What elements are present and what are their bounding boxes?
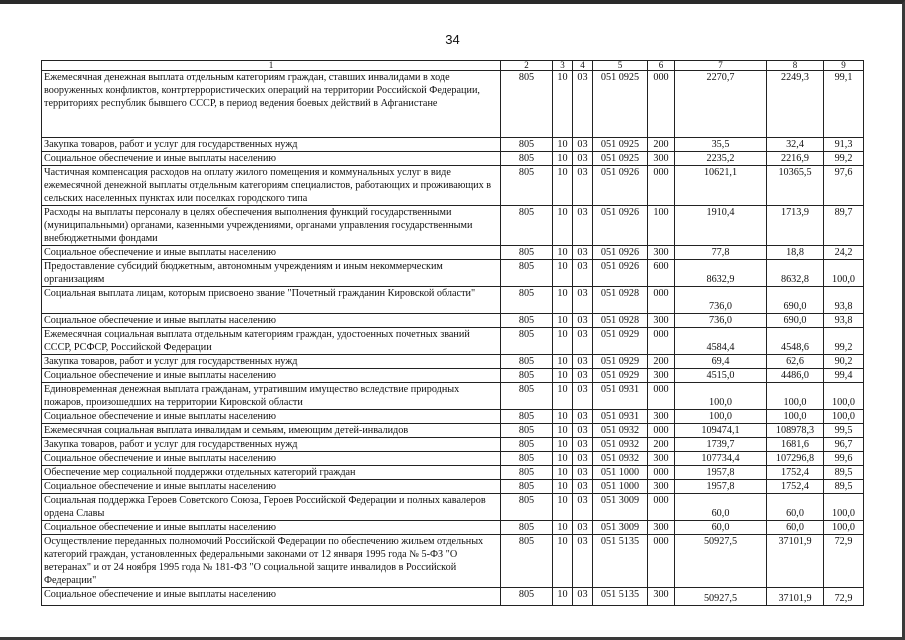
row-name-cell: Закупка товаров, работ и услуг для государственных нужд — [42, 438, 501, 452]
subsection-cell: 03 — [573, 314, 593, 328]
executed-amount-cell: 100,0 — [767, 410, 824, 424]
section-cell: 10 — [553, 328, 573, 355]
row-name-cell: Закупка товаров, работ и услуг для государственных нужд — [42, 355, 501, 369]
target-article-cell: 051 0925 — [593, 138, 648, 152]
expense-type-cell: 200 — [648, 138, 675, 152]
planned-amount-cell: 1739,7 — [675, 438, 767, 452]
ministry-code-cell: 805 — [501, 314, 553, 328]
planned-amount-cell: 50927,5 — [675, 535, 767, 588]
planned-amount-cell: 4584,4 — [675, 328, 767, 355]
ministry-code-cell: 805 — [501, 152, 553, 166]
execution-percent-cell: 99,6 — [824, 452, 864, 466]
section-cell: 10 — [553, 466, 573, 480]
executed-amount-cell: 60,0 — [767, 521, 824, 535]
subsection-cell: 03 — [573, 535, 593, 588]
row-name-cell: Расходы на выплаты персоналу в целях обеспечения выполнения функций государственными (муниципальными) органами, казенными учреждениями, органами управления государственными внебюджетными фондами — [42, 206, 501, 246]
ministry-code-cell: 805 — [501, 588, 553, 606]
planned-amount-cell: 2270,7 — [675, 71, 767, 138]
row-name-cell: Закупка товаров, работ и услуг для государственных нужд — [42, 138, 501, 152]
table-row — [42, 383, 864, 410]
target-article-cell: 051 0929 — [593, 369, 648, 383]
row-name-cell: Обеспечение мер социальной поддержки отдельных категорий граждан — [42, 466, 501, 480]
executed-amount-cell: 8632,8 — [767, 260, 824, 287]
target-article-cell: 051 1000 — [593, 466, 648, 480]
ministry-code-cell: 805 — [501, 260, 553, 287]
subsection-cell: 03 — [573, 166, 593, 206]
page-number: 34 — [445, 32, 460, 47]
ministry-code-cell: 805 — [501, 328, 553, 355]
row-name-cell: Социальное обеспечение и иные выплаты населению — [42, 410, 501, 424]
expense-type-cell: 100 — [648, 206, 675, 246]
subsection-cell: 03 — [573, 287, 593, 314]
row-name-cell: Предоставление субсидий бюджетным, автономным учреждениям и иным некоммерческим организациям — [42, 260, 501, 287]
target-article-cell: 051 3009 — [593, 494, 648, 521]
row-name-cell: Социальное обеспечение и иные выплаты населению — [42, 369, 501, 383]
section-cell: 10 — [553, 287, 573, 314]
column-number: 7 — [675, 61, 767, 71]
expense-type-cell: 000 — [648, 466, 675, 480]
planned-amount-cell: 736,0 — [675, 314, 767, 328]
execution-percent-cell: 24,2 — [824, 246, 864, 260]
table-row — [42, 452, 864, 466]
execution-percent-cell: 100,0 — [824, 260, 864, 287]
target-article-cell: 051 1000 — [593, 480, 648, 494]
expense-type-cell: 300 — [648, 369, 675, 383]
executed-amount-cell: 1681,6 — [767, 438, 824, 452]
table-row — [42, 438, 864, 452]
subsection-cell: 03 — [573, 466, 593, 480]
execution-percent-cell: 96,7 — [824, 438, 864, 452]
table-row — [42, 287, 864, 314]
section-cell: 10 — [553, 314, 573, 328]
section-cell: 10 — [553, 588, 573, 606]
executed-amount-cell: 108978,3 — [767, 424, 824, 438]
executed-amount-cell: 18,8 — [767, 246, 824, 260]
subsection-cell: 03 — [573, 152, 593, 166]
ministry-code-cell: 805 — [501, 494, 553, 521]
subsection-cell: 03 — [573, 328, 593, 355]
table-row — [42, 138, 864, 152]
table-row — [42, 424, 864, 438]
subsection-cell: 03 — [573, 438, 593, 452]
subsection-cell: 03 — [573, 410, 593, 424]
subsection-cell: 03 — [573, 494, 593, 521]
subsection-cell: 03 — [573, 452, 593, 466]
table-row — [42, 166, 864, 206]
ministry-code-cell: 805 — [501, 410, 553, 424]
row-name-cell: Социальное обеспечение и иные выплаты населению — [42, 452, 501, 466]
subsection-cell: 03 — [573, 246, 593, 260]
target-article-cell: 051 0932 — [593, 424, 648, 438]
column-number: 6 — [648, 61, 675, 71]
expense-type-cell: 300 — [648, 452, 675, 466]
expense-type-cell: 000 — [648, 71, 675, 138]
row-name-cell: Ежемесячная социальная выплата отдельным категориям граждан, удостоенных почетных званий СССР, РСФСР, Российской Федерации — [42, 328, 501, 355]
execution-percent-cell: 93,8 — [824, 287, 864, 314]
planned-amount-cell: 60,0 — [675, 521, 767, 535]
section-cell: 10 — [553, 438, 573, 452]
expense-type-cell: 200 — [648, 355, 675, 369]
row-name-cell: Частичная компенсация расходов на оплату жилого помещения и коммунальных услуг в виде ежемесячной денежной выплаты отдельным категориям специалистов, работающих и проживающих в сельских населенных пунктах или поселках городского типа — [42, 166, 501, 206]
subsection-cell: 03 — [573, 588, 593, 606]
expense-type-cell: 000 — [648, 328, 675, 355]
table-row — [42, 71, 864, 138]
execution-percent-cell: 100,0 — [824, 410, 864, 424]
execution-percent-cell: 91,3 — [824, 138, 864, 152]
section-cell: 10 — [553, 71, 573, 138]
expense-type-cell: 000 — [648, 424, 675, 438]
row-name-cell: Социальная выплата лицам, которым присвоено звание "Почетный гражданин Кировской области" — [42, 287, 501, 314]
table-row — [42, 588, 864, 606]
target-article-cell: 051 0931 — [593, 410, 648, 424]
row-name-cell: Осуществление переданных полномочий Российской Федерации по обеспечению жильем отдельных категорий граждан, установленных федеральными законами от 12 января 1995 года № 5-ФЗ "О ветеранах" и от 24 ноября 1995 года № 181-ФЗ "О социальной защите инвалидов в Российской Федерации" — [42, 535, 501, 588]
section-cell: 10 — [553, 260, 573, 287]
section-cell: 10 — [553, 246, 573, 260]
ministry-code-cell: 805 — [501, 438, 553, 452]
column-number: 1 — [42, 61, 501, 71]
executed-amount-cell: 1713,9 — [767, 206, 824, 246]
execution-percent-cell: 72,9 — [824, 588, 864, 606]
row-name-cell: Ежемесячная социальная выплата инвалидам и семьям, имеющим детей-инвалидов — [42, 424, 501, 438]
expense-type-cell: 300 — [648, 521, 675, 535]
ministry-code-cell: 805 — [501, 521, 553, 535]
expense-type-cell: 000 — [648, 494, 675, 521]
executed-amount-cell: 4548,6 — [767, 328, 824, 355]
target-article-cell: 051 0926 — [593, 260, 648, 287]
executed-amount-cell: 107296,8 — [767, 452, 824, 466]
planned-amount-cell: 107734,4 — [675, 452, 767, 466]
column-number: 2 — [501, 61, 553, 71]
planned-amount-cell: 100,0 — [675, 383, 767, 410]
executed-amount-cell: 2249,3 — [767, 71, 824, 138]
section-cell: 10 — [553, 521, 573, 535]
execution-percent-cell: 72,9 — [824, 535, 864, 588]
table-row — [42, 410, 864, 424]
planned-amount-cell: 1910,4 — [675, 206, 767, 246]
planned-amount-cell: 4515,0 — [675, 369, 767, 383]
planned-amount-cell: 77,8 — [675, 246, 767, 260]
executed-amount-cell: 37101,9 — [767, 588, 824, 606]
section-cell: 10 — [553, 480, 573, 494]
planned-amount-cell: 69,4 — [675, 355, 767, 369]
table-row — [42, 314, 864, 328]
planned-amount-cell: 2235,2 — [675, 152, 767, 166]
section-cell: 10 — [553, 494, 573, 521]
table-row — [42, 466, 864, 480]
table-row — [42, 521, 864, 535]
target-article-cell: 051 0928 — [593, 314, 648, 328]
expense-type-cell: 200 — [648, 438, 675, 452]
execution-percent-cell: 97,6 — [824, 166, 864, 206]
subsection-cell: 03 — [573, 71, 593, 138]
subsection-cell: 03 — [573, 138, 593, 152]
executed-amount-cell: 10365,5 — [767, 166, 824, 206]
executed-amount-cell: 1752,4 — [767, 466, 824, 480]
row-name-cell: Ежемесячная денежная выплата отдельным категориям граждан, ставших инвалидами в ходе вооруженных конфликтов, контртеррористических операций на территории Российской Федерации, территориях республик бывшего СССР, в период ведения боевых действий в Афганистане — [42, 71, 501, 138]
column-number: 9 — [824, 61, 864, 71]
ministry-code-cell: 805 — [501, 535, 553, 588]
target-article-cell: 051 0929 — [593, 328, 648, 355]
planned-amount-cell: 109474,1 — [675, 424, 767, 438]
ministry-code-cell: 805 — [501, 246, 553, 260]
expense-type-cell: 300 — [648, 410, 675, 424]
execution-percent-cell: 99,2 — [824, 152, 864, 166]
execution-percent-cell: 100,0 — [824, 383, 864, 410]
row-name-cell: Социальное обеспечение и иные выплаты населению — [42, 246, 501, 260]
target-article-cell: 051 0929 — [593, 355, 648, 369]
planned-amount-cell: 1957,8 — [675, 480, 767, 494]
ministry-code-cell: 805 — [501, 466, 553, 480]
subsection-cell: 03 — [573, 260, 593, 287]
expense-type-cell: 600 — [648, 260, 675, 287]
target-article-cell: 051 0925 — [593, 71, 648, 138]
execution-percent-cell: 99,2 — [824, 328, 864, 355]
target-article-cell: 051 0928 — [593, 287, 648, 314]
subsection-cell: 03 — [573, 383, 593, 410]
execution-percent-cell: 99,4 — [824, 369, 864, 383]
ministry-code-cell: 805 — [501, 166, 553, 206]
executed-amount-cell: 690,0 — [767, 287, 824, 314]
planned-amount-cell: 50927,5 — [675, 588, 767, 606]
executed-amount-cell: 62,6 — [767, 355, 824, 369]
table-row — [42, 355, 864, 369]
execution-percent-cell: 100,0 — [824, 521, 864, 535]
execution-percent-cell: 89,5 — [824, 466, 864, 480]
planned-amount-cell: 736,0 — [675, 287, 767, 314]
execution-percent-cell: 89,5 — [824, 480, 864, 494]
executed-amount-cell: 32,4 — [767, 138, 824, 152]
table-row — [42, 480, 864, 494]
planned-amount-cell: 10621,1 — [675, 166, 767, 206]
execution-percent-cell: 89,7 — [824, 206, 864, 246]
budget-table — [41, 60, 864, 606]
section-cell: 10 — [553, 206, 573, 246]
section-cell: 10 — [553, 355, 573, 369]
execution-percent-cell: 99,5 — [824, 424, 864, 438]
executed-amount-cell: 690,0 — [767, 314, 824, 328]
expense-type-cell: 300 — [648, 152, 675, 166]
target-article-cell: 051 0932 — [593, 438, 648, 452]
subsection-cell: 03 — [573, 424, 593, 438]
target-article-cell: 051 0925 — [593, 152, 648, 166]
expense-type-cell: 000 — [648, 383, 675, 410]
expense-type-cell: 300 — [648, 314, 675, 328]
expense-type-cell: 000 — [648, 166, 675, 206]
target-article-cell: 051 3009 — [593, 521, 648, 535]
section-cell: 10 — [553, 535, 573, 588]
row-name-cell: Социальная поддержка Героев Советского Союза, Героев Российской Федерации и полных кавалеров ордена Славы — [42, 494, 501, 521]
planned-amount-cell: 35,5 — [675, 138, 767, 152]
subsection-cell: 03 — [573, 480, 593, 494]
section-cell: 10 — [553, 166, 573, 206]
ministry-code-cell: 805 — [501, 138, 553, 152]
expense-type-cell: 300 — [648, 588, 675, 606]
subsection-cell: 03 — [573, 206, 593, 246]
subsection-cell: 03 — [573, 355, 593, 369]
planned-amount-cell: 1957,8 — [675, 466, 767, 480]
planned-amount-cell: 8632,9 — [675, 260, 767, 287]
target-article-cell: 051 5135 — [593, 588, 648, 606]
table-row — [42, 328, 864, 355]
ministry-code-cell: 805 — [501, 355, 553, 369]
table-row — [42, 494, 864, 521]
expense-type-cell: 300 — [648, 246, 675, 260]
executed-amount-cell: 37101,9 — [767, 535, 824, 588]
column-number: 4 — [573, 61, 593, 71]
section-cell: 10 — [553, 369, 573, 383]
executed-amount-cell: 60,0 — [767, 494, 824, 521]
table-row — [42, 260, 864, 287]
row-name-cell: Социальное обеспечение и иные выплаты населению — [42, 588, 501, 606]
expense-type-cell: 000 — [648, 287, 675, 314]
ministry-code-cell: 805 — [501, 71, 553, 138]
table-row — [42, 206, 864, 246]
target-article-cell: 051 0926 — [593, 246, 648, 260]
execution-percent-cell: 100,0 — [824, 494, 864, 521]
ministry-code-cell: 805 — [501, 480, 553, 494]
table-row — [42, 152, 864, 166]
target-article-cell: 051 0926 — [593, 166, 648, 206]
expense-type-cell: 300 — [648, 480, 675, 494]
row-name-cell: Социальное обеспечение и иные выплаты населению — [42, 314, 501, 328]
ministry-code-cell: 805 — [501, 424, 553, 438]
planned-amount-cell: 60,0 — [675, 494, 767, 521]
ministry-code-cell: 805 — [501, 383, 553, 410]
ministry-code-cell: 805 — [501, 452, 553, 466]
column-number: 8 — [767, 61, 824, 71]
section-cell: 10 — [553, 152, 573, 166]
executed-amount-cell: 4486,0 — [767, 369, 824, 383]
row-name-cell: Единовременная денежная выплата гражданам, утратившим имущество вследствие природных пожаров, произошедших на территории Кировской области — [42, 383, 501, 410]
expense-type-cell: 000 — [648, 535, 675, 588]
column-number: 5 — [593, 61, 648, 71]
ministry-code-cell: 805 — [501, 287, 553, 314]
executed-amount-cell: 100,0 — [767, 383, 824, 410]
table-row — [42, 246, 864, 260]
planned-amount-cell: 100,0 — [675, 410, 767, 424]
target-article-cell: 051 0926 — [593, 206, 648, 246]
execution-percent-cell: 90,2 — [824, 355, 864, 369]
target-article-cell: 051 5135 — [593, 535, 648, 588]
ministry-code-cell: 805 — [501, 369, 553, 383]
table-row — [42, 535, 864, 588]
row-name-cell: Социальное обеспечение и иные выплаты населению — [42, 480, 501, 494]
executed-amount-cell: 1752,4 — [767, 480, 824, 494]
executed-amount-cell: 2216,9 — [767, 152, 824, 166]
subsection-cell: 03 — [573, 369, 593, 383]
row-name-cell: Социальное обеспечение и иные выплаты населению — [42, 521, 501, 535]
column-number: 3 — [553, 61, 573, 71]
ministry-code-cell: 805 — [501, 206, 553, 246]
section-cell: 10 — [553, 452, 573, 466]
table-row — [42, 369, 864, 383]
column-number-row — [42, 61, 864, 71]
section-cell: 10 — [553, 424, 573, 438]
section-cell: 10 — [553, 383, 573, 410]
target-article-cell: 051 0931 — [593, 383, 648, 410]
row-name-cell: Социальное обеспечение и иные выплаты населению — [42, 152, 501, 166]
target-article-cell: 051 0932 — [593, 452, 648, 466]
section-cell: 10 — [553, 138, 573, 152]
execution-percent-cell: 93,8 — [824, 314, 864, 328]
subsection-cell: 03 — [573, 521, 593, 535]
section-cell: 10 — [553, 410, 573, 424]
execution-percent-cell: 99,1 — [824, 71, 864, 138]
